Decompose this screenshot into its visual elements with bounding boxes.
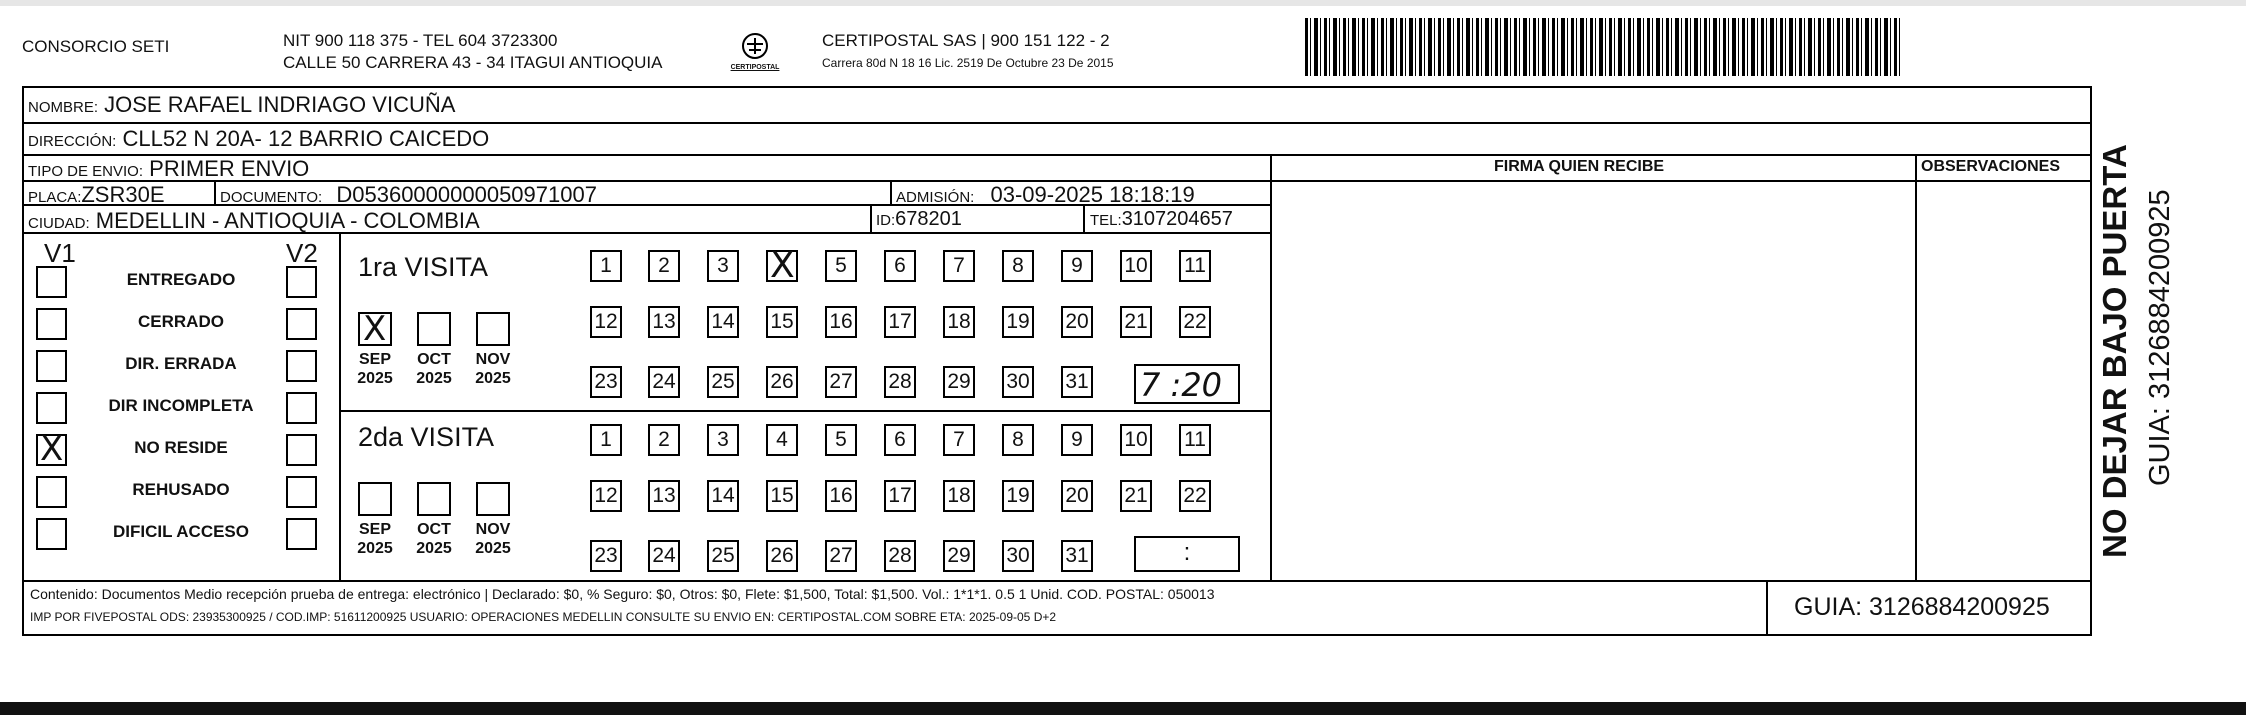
- v2-checkbox-rehusado[interactable]: [286, 476, 317, 508]
- visit1-day-28[interactable]: 28: [884, 366, 916, 398]
- month-label-sep: SEP 2025: [357, 521, 393, 557]
- visit2-day-3[interactable]: 3: [707, 424, 739, 456]
- visit1-day-26[interactable]: 26: [766, 366, 798, 398]
- visit1-time-box[interactable]: [1134, 364, 1240, 404]
- visit2-day-30[interactable]: 30: [1002, 540, 1034, 572]
- nombre-value: JOSE RAFAEL INDRIAGO VICUÑA: [104, 92, 456, 117]
- visit2-day-1[interactable]: 1: [590, 424, 622, 456]
- visit-divider: [339, 232, 341, 580]
- v1-checkbox-dir-errada[interactable]: [36, 350, 67, 382]
- direccion-label: DIRECCIÓN:: [28, 133, 117, 150]
- visit2-day-18[interactable]: 18: [943, 480, 975, 512]
- tel-cell: [1090, 208, 1233, 231]
- v2-checkbox-dir-incompleta[interactable]: [286, 392, 317, 424]
- certipostal-logo: [720, 30, 790, 78]
- v1-checkbox-dificil-acceso[interactable]: [36, 518, 67, 550]
- footer-print-info: IMP POR FIVEPOSTAL ODS: 23935300925 / COD.IMP: 51611200925 USUARIO: OPERACIONES MEDELLIN CONSULTE SU ENVIO EN: CERTIPOSTAL.COM SOBRE ETA: 2025-09-05 D+2: [30, 610, 1057, 624]
- firma-header: FIRMA QUIEN RECIBE: [1494, 158, 1665, 175]
- placa-label: PLACA:: [28, 189, 82, 206]
- month-checkbox-nov[interactable]: [476, 312, 510, 346]
- v1-checkbox-dir-incompleta[interactable]: [36, 392, 67, 424]
- month-checkbox-oct[interactable]: [417, 312, 451, 346]
- visit2-day-25[interactable]: 25: [707, 540, 739, 572]
- visit2-day-17[interactable]: 17: [884, 480, 916, 512]
- placa-cell: [28, 182, 165, 208]
- nombre-row: [28, 92, 455, 118]
- visit2-day-31[interactable]: 31: [1061, 540, 1093, 572]
- status-option-dificil-acceso: DIFICIL ACCESO: [112, 522, 249, 541]
- v2-label: V2: [286, 238, 318, 268]
- v1-checkbox-cerrado[interactable]: [36, 308, 67, 340]
- visit2-time-value: :: [1183, 539, 1191, 566]
- month-checkbox-nov[interactable]: [476, 482, 510, 516]
- visit1-time-value: 7 :20: [1140, 366, 1223, 404]
- visit1-day-4[interactable]: [766, 245, 798, 286]
- month-label-nov: NOV 2025: [475, 351, 511, 387]
- visit2-day-8[interactable]: 8: [1002, 424, 1034, 456]
- admision-cell: [896, 182, 1195, 208]
- footer-guia: GUIA: 3126884200925: [1794, 593, 2050, 621]
- visit1-day-6[interactable]: 6: [884, 250, 916, 282]
- visit1-day-23[interactable]: 23: [590, 366, 622, 398]
- license-line: Carrera 80d N 18 16 Lic. 2519 De Octubre 23 De 2015: [822, 56, 1114, 70]
- ciudad-cell: [28, 208, 480, 234]
- visit1-day-3[interactable]: 3: [707, 250, 739, 282]
- row-divider: [24, 122, 2090, 124]
- status-option-dir-errada: DIR. ERRADA: [125, 354, 237, 373]
- id-label: ID:: [876, 212, 896, 229]
- placa-value: ZSR30E: [81, 182, 165, 207]
- admision-label: ADMISIÓN:: [896, 189, 975, 206]
- cell-divider: [890, 180, 892, 206]
- v2-checkbox-entregado[interactable]: [286, 266, 317, 298]
- visit1-title: 1ra VISITA: [358, 252, 489, 282]
- visit2-day-23[interactable]: 23: [590, 540, 622, 572]
- footer-contents: Contenido: Documentos Medio recepción prueba de entrega: electrónico | Declarado: $0, % Seguro: $0, Otros: $0, Flete: $1,500, Total: $1,500. Vol.: 1*1*1. 0.5 1 Unid. COD. POSTAL: 050013: [30, 586, 1215, 602]
- cell-divider: [1083, 204, 1085, 232]
- visit2-day-5[interactable]: 5: [825, 424, 857, 456]
- cell-divider: [214, 180, 216, 206]
- company-nit-line: NIT 900 118 375 - TEL 604 3723300: [283, 31, 558, 50]
- side-guia: GUIA: 3126884200925: [2144, 189, 2176, 486]
- tipo-value: PRIMER ENVIO: [149, 156, 310, 181]
- month-checkbox-sep[interactable]: [358, 309, 392, 349]
- visit2-day-15[interactable]: 15: [766, 480, 798, 512]
- visit1-day-13[interactable]: 13: [648, 306, 680, 338]
- visit1-day-1[interactable]: 1: [590, 250, 622, 282]
- visit2-day-14[interactable]: 14: [707, 480, 739, 512]
- handwritten-x-mark: X: [40, 429, 64, 469]
- documento-label: DOCUMENTO:: [220, 189, 323, 206]
- visit1-day-31[interactable]: 31: [1061, 366, 1093, 398]
- scan-bottom-edge: [0, 702, 2246, 715]
- month-checkbox-oct[interactable]: [417, 482, 451, 516]
- id-cell: [876, 208, 962, 231]
- v1-checkbox-rehusado[interactable]: [36, 476, 67, 508]
- visit2-day-13[interactable]: 13: [648, 480, 680, 512]
- visit2-day-6[interactable]: 6: [884, 424, 916, 456]
- v2-checkbox-cerrado[interactable]: [286, 308, 317, 340]
- visit1-day-5[interactable]: 5: [825, 250, 857, 282]
- visit2-day-27[interactable]: 27: [825, 540, 857, 572]
- visit1-day-30[interactable]: 30: [1002, 366, 1034, 398]
- visit2-day-10[interactable]: 10: [1120, 424, 1152, 456]
- month-label-sep: SEP 2025: [357, 351, 393, 387]
- direccion-value: CLL52 N 20A- 12 BARRIO CAICEDO: [122, 126, 490, 151]
- visit1-day-7[interactable]: 7: [943, 250, 975, 282]
- visit2-day-11[interactable]: 11: [1179, 424, 1211, 456]
- visit1-day-27[interactable]: 27: [825, 366, 857, 398]
- visit2-day-19[interactable]: 19: [1002, 480, 1034, 512]
- handwritten-x-mark: X: [770, 245, 795, 286]
- visit1-day-29[interactable]: 29: [943, 366, 975, 398]
- visit1-day-21[interactable]: 21: [1120, 306, 1152, 338]
- visit2-day-22[interactable]: 22: [1179, 480, 1211, 512]
- visit1-day-17[interactable]: 17: [884, 306, 916, 338]
- visit2-day-4[interactable]: 4: [766, 424, 798, 456]
- visit1-day-9[interactable]: 9: [1061, 250, 1093, 282]
- visit2-day-20[interactable]: 20: [1061, 480, 1093, 512]
- month-label-oct: OCT 2025: [416, 521, 452, 557]
- company-address-line: CALLE 50 CARRERA 43 - 34 ITAGUI ANTIOQUIA: [283, 53, 663, 72]
- visit1-day-11[interactable]: 11: [1179, 250, 1211, 282]
- v2-checkbox-dificil-acceso[interactable]: [286, 518, 317, 550]
- visit2-day-28[interactable]: 28: [884, 540, 916, 572]
- visit1-day-24[interactable]: 24: [648, 366, 680, 398]
- side-warning: NO DEJAR BAJO PUERTA: [2096, 144, 2133, 558]
- visit1-day-19[interactable]: 19: [1002, 306, 1034, 338]
- visit1-day-18[interactable]: 18: [943, 306, 975, 338]
- cell-divider: [1766, 580, 1768, 634]
- status-option-cerrado: CERRADO: [138, 312, 224, 331]
- visit1-day-25[interactable]: 25: [707, 366, 739, 398]
- shipment-barcode: [1305, 18, 1900, 76]
- status-option-entregado: ENTREGADO: [126, 270, 236, 289]
- company-name: CONSORCIO SETI: [22, 37, 170, 56]
- ciudad-label: CIUDAD:: [28, 215, 90, 232]
- visit2-day-2[interactable]: 2: [648, 424, 680, 456]
- visit1-day-14[interactable]: 14: [707, 306, 739, 338]
- row-divider: [24, 154, 2090, 156]
- v2-checkbox-no-reside[interactable]: [286, 434, 317, 466]
- v1-checkbox-entregado[interactable]: [36, 266, 67, 298]
- scan-top-edge: [0, 0, 2246, 6]
- month-label-nov: NOV 2025: [475, 521, 511, 557]
- visit1-day-2[interactable]: 2: [648, 250, 680, 282]
- footer-divider: [24, 580, 2090, 582]
- visit1-day-22[interactable]: 22: [1179, 306, 1211, 338]
- visit2-time-box[interactable]: [1134, 536, 1240, 572]
- documento-cell: [220, 182, 597, 208]
- visit2-day-7[interactable]: 7: [943, 424, 975, 456]
- v2-checkbox-dir-errada[interactable]: [286, 350, 317, 382]
- observaciones-header: OBSERVACIONES: [1921, 158, 2060, 175]
- nombre-label: NOMBRE:: [28, 99, 99, 116]
- status-option-rehusado: REHUSADO: [132, 480, 230, 499]
- visit2-day-9[interactable]: 9: [1061, 424, 1093, 456]
- visit1-day-12[interactable]: 12: [590, 306, 622, 338]
- visit2-day-29[interactable]: 29: [943, 540, 975, 572]
- v1-label: V1: [44, 238, 76, 268]
- visit2-day-12[interactable]: 12: [590, 480, 622, 512]
- v1-checkbox-no-reside[interactable]: [36, 429, 67, 469]
- column-divider: [1915, 154, 1917, 580]
- tel-label: TEL:: [1090, 212, 1122, 229]
- operator-line: CERTIPOSTAL SAS | 900 151 122 - 2: [822, 31, 1110, 50]
- tipo-row: [28, 156, 309, 182]
- status-option-no-reside: NO RESIDE: [134, 438, 228, 457]
- visit1-day-10[interactable]: 10: [1120, 250, 1152, 282]
- row-divider: [1270, 180, 2090, 182]
- handwritten-x-mark: X: [363, 309, 387, 349]
- tipo-label: TIPO DE ENVIO:: [28, 163, 144, 180]
- visit1-day-15[interactable]: 15: [766, 306, 798, 338]
- visit-divider: [339, 410, 1270, 412]
- visit2-day-16[interactable]: 16: [825, 480, 857, 512]
- visit2-day-24[interactable]: 24: [648, 540, 680, 572]
- documento-value: D05360000000050971007: [336, 182, 597, 207]
- delivery-form: [22, 86, 2092, 636]
- ciudad-value: MEDELLIN - ANTIOQUIA - COLOMBIA: [95, 208, 480, 233]
- visit2-day-26[interactable]: 26: [766, 540, 798, 572]
- visit1-day-8[interactable]: 8: [1002, 250, 1034, 282]
- id-value: 678201: [895, 208, 962, 230]
- visit2-title: 2da VISITA: [358, 422, 495, 452]
- month-label-oct: OCT 2025: [416, 351, 452, 387]
- visit1-day-20[interactable]: 20: [1061, 306, 1093, 338]
- tel-value: 3107204657: [1121, 208, 1233, 230]
- visit2-day-21[interactable]: 21: [1120, 480, 1152, 512]
- direccion-row: [28, 126, 489, 152]
- logo-wordmark: CERTIPOSTAL: [730, 64, 780, 71]
- status-option-dir-incompleta: DIR INCOMPLETA: [108, 396, 254, 415]
- visit1-day-16[interactable]: 16: [825, 306, 857, 338]
- column-divider: [1270, 154, 1272, 580]
- month-checkbox-sep[interactable]: [358, 482, 392, 516]
- cell-divider: [870, 204, 872, 232]
- admision-value: 03-09-2025 18:18:19: [990, 182, 1195, 207]
